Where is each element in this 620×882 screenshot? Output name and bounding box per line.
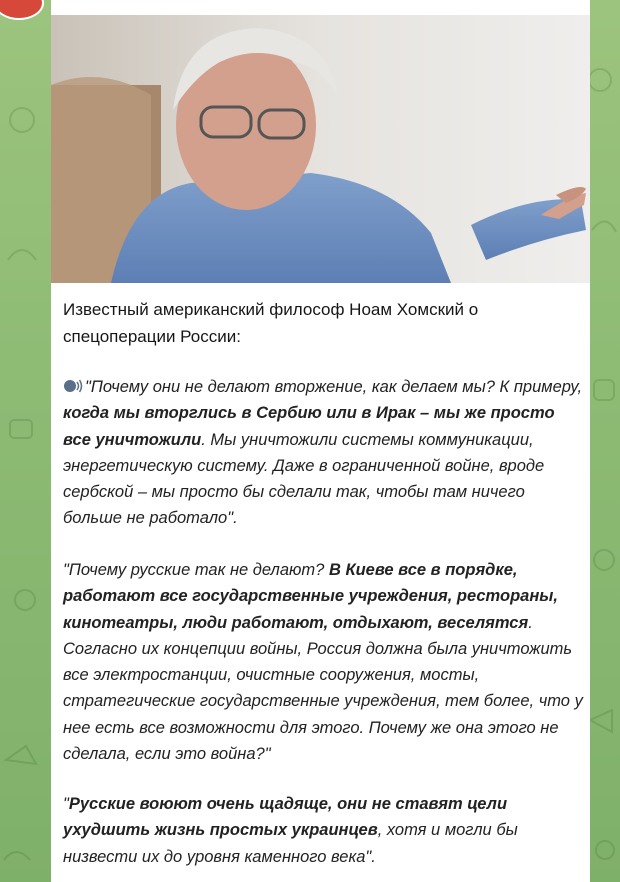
p1-segment: когда мы вторглись в Сербию или в Ирак – мы же просто все уничтожили — [63, 404, 555, 449]
channel-avatar[interactable] — [0, 0, 44, 20]
quote-paragraph-2 — [63, 557, 585, 767]
p2-segment: "Почему русские так не делают? — [63, 561, 329, 579]
quote-paragraph-1 — [63, 374, 585, 532]
caption-line-1: Известный американский философ Ноам Хомский о — [63, 300, 479, 319]
caption-line-2: спецоперации России: — [63, 327, 241, 346]
p2-segment: В Киеве все в порядке, работают все государственные учреждения, рестораны, кинотеатры, люди работают, отдыхают, веселятся — [63, 561, 558, 632]
p1-segment: "Почему они не делают вторжение, как делаем мы? К примеру, — [85, 378, 583, 396]
post-photo[interactable] — [51, 15, 590, 283]
quote-paragraph-3 — [63, 791, 585, 870]
message-bubble — [51, 0, 590, 882]
speaking-head-icon — [63, 378, 83, 394]
p3-segment: " — [63, 795, 69, 813]
p3-segment: , хотя и могли бы низвести их до уровня каменного века". — [63, 821, 518, 866]
p1-segment: . Мы уничтожили системы коммуникации, энергетическую систему. Даже в ограниченной войне, вроде сербской – мы просто бы сделали так, чтобы там ничего больше не работало". — [63, 430, 545, 528]
p2-segment: . Согласно их концепции войны, Россия должна была уничтожить все электростанции, очистные сооружения, мосты, стратегические государственные учреждения, тем более, что у нее есть все возможности для этого. Почему же она этого не сделала, если это война?" — [63, 613, 583, 764]
p3-segment: Русские воюют очень щадяще, они не ставят цели ухудшить жизнь простых украинцев — [63, 795, 508, 840]
post-caption — [63, 296, 578, 350]
